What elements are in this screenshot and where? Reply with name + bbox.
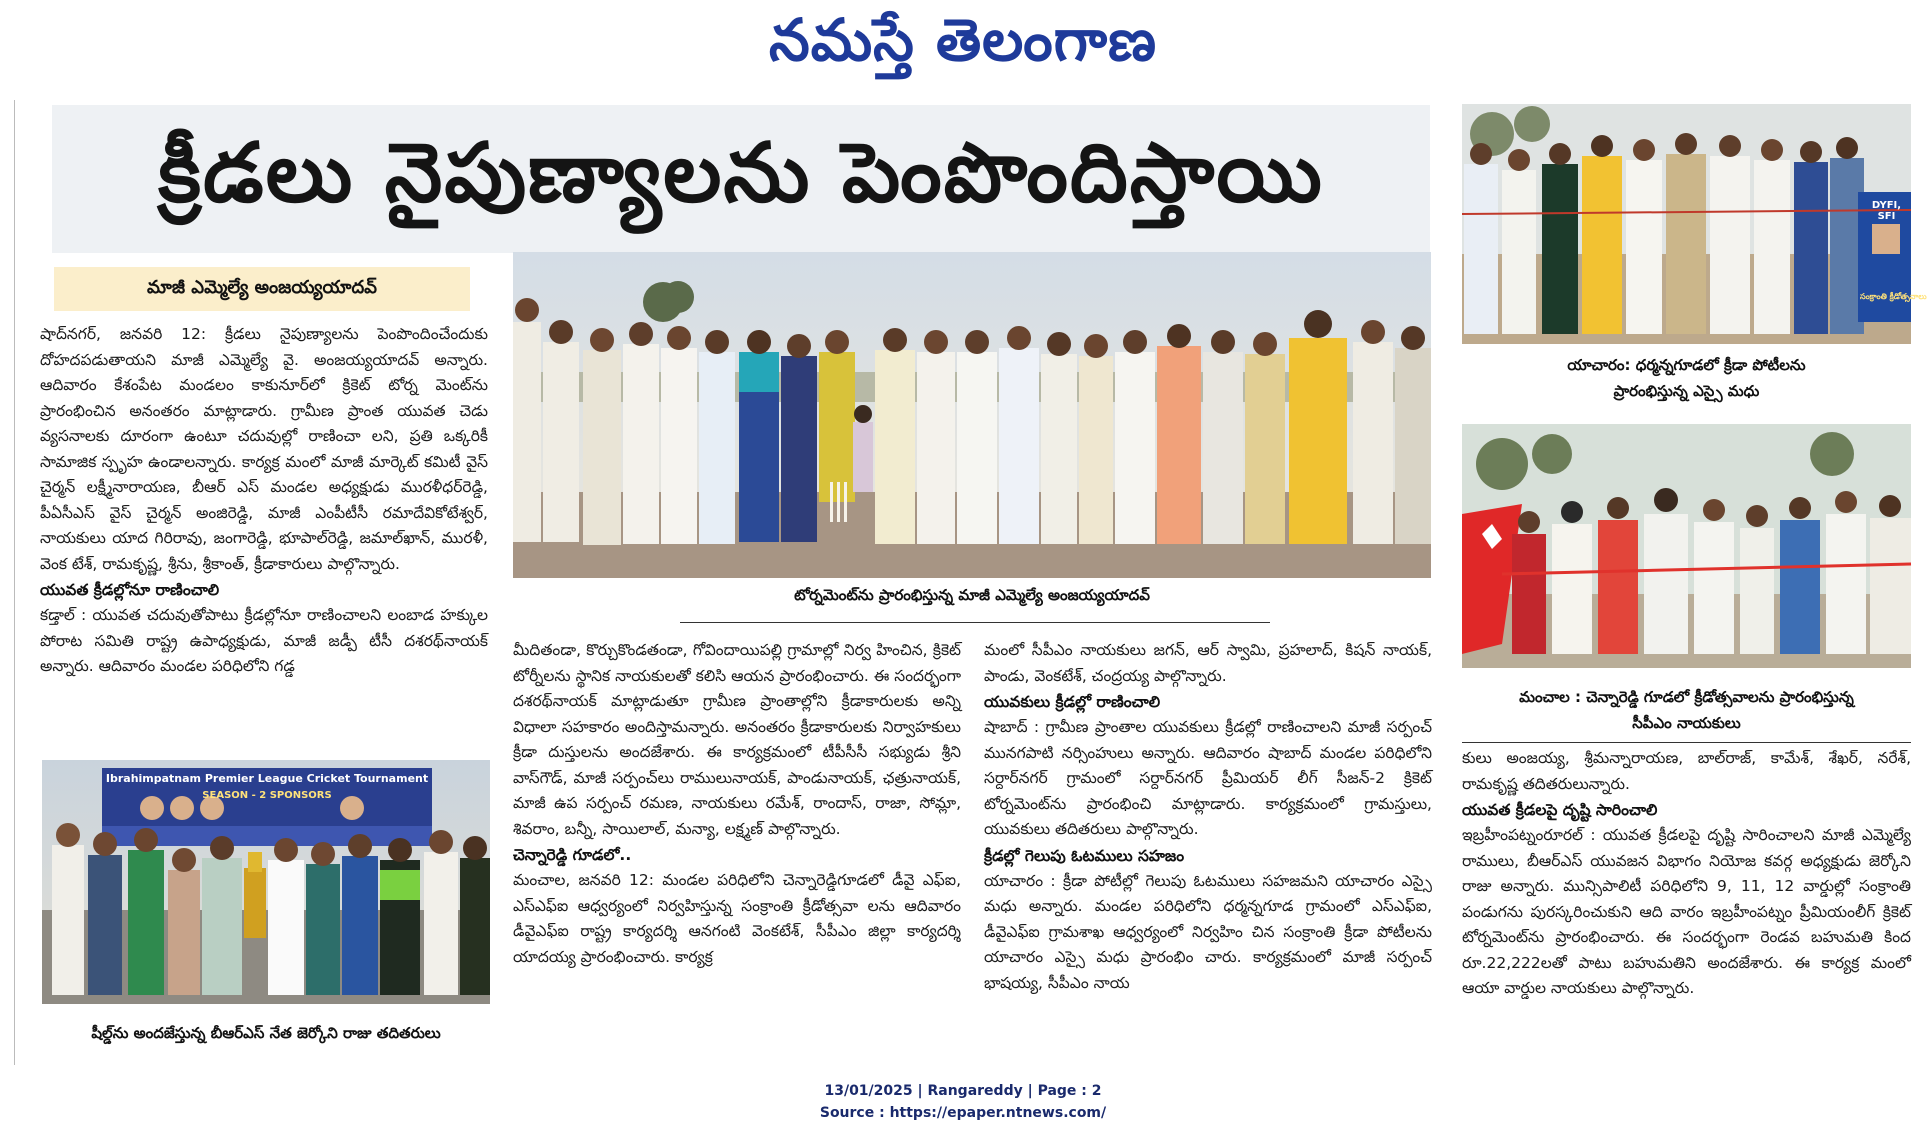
- caption-manchal-line-2: సీపీఎం నాయకులు: [1632, 714, 1741, 732]
- story-kadthal: కడ్తాల్ : యువత చదువుతోపాటు క్రీడల్లోనూ రాణించాలని లంబాడ హక్కుల పోరాట సమితి రాష్ట్ర ఉపాధ్యక్షుడు, మాజీ జడ్పీ టీసీ దశరథ్‌నాయక్ అన్నారు. ఆదివారం మండల పరిధిలోని గడ్డ: [40, 606, 488, 675]
- photo-manchal-image: [1462, 424, 1911, 668]
- footer-source-link[interactable]: Source : https://epaper.ntnews.com/: [819, 1105, 1107, 1121]
- story-manchal-cont: మంలో సీపీఎం నాయకులు జగన్, ఆర్ స్వామి, ప్రహలాద్, కిషన్ నాయక్, పాండు, వెంకటేశ్, చంద్రయ్య పాల్గొన్నారు.: [984, 641, 1432, 685]
- story-yacharam: యాచారం : క్రీడా పోటీల్లో గెలుపు ఓటములు సహజమని యాచారం ఎస్సై మధు అన్నారు. మండల పరిధిలోని ధర్మన్నగూడ గ్రామంలో ఎస్ఎఫ్ఐ, డీవైఎఫ్ఐ గ్రామశాఖ ఆధ్వర్యంలో నిర్వహిం చిన సంక్రాంతి క్రీడా పోటీలను యాచారం ఎస్సై మధు ప్రారంభిం చారు. కార్యక్రమంలో మాజీ సర్పంచ్ భాషయ్య, సీపీఎం నాయ: [984, 871, 1432, 992]
- footer-date-edition: 13/01/2025 | Rangareddy | Page : 2: [824, 1083, 1102, 1099]
- story-shabad: షాబాద్ : గ్రామీణ ప్రాంతాల యువకులు క్రీడల్లో రాణించాలని మాజీ సర్పంచ్ మునగపాటి నర్సింహులు అన్నారు. ఆదివారం షాబాద్ మండల పరిధిలోని సర్దార్‌నగర్ గ్రామంలో సర్దార్‌నగర్ ప్రీమియర్ లీగ్ సీజన్-2 క్రికెట్ టోర్నమెంట్‌ను ప్రారంభించి మాట్లాడారు. కార్యక్రమంలో గ్రామస్తులు, యువకులు తదితరులు పాల్గొన్నారు.: [984, 718, 1432, 838]
- footer: [0, 1080, 1926, 1124]
- left-border-rule: [14, 100, 15, 1065]
- banner-sankranti: సంక్రాంతి క్రీడోత్సవాలు: [1860, 292, 1927, 301]
- banner-dyfi: DYFI, SFI: [1871, 200, 1902, 222]
- column-2: [513, 638, 961, 970]
- caption-manchal: [1462, 684, 1911, 736]
- masthead: [0, 0, 1926, 80]
- story-kadthal-cont: మీదితండా, కొర్చుకొండతండా, గోవిందాయిపల్లి గ్రామాల్లో నిర్వ హించిన, క్రికెట్ టోర్నీలను స్థానిక నాయకులతో కలిసి ఆయన ప్రారంభించారు. ఈ సందర్భంగా దశరథ్‌నాయక్ మాట్లాడుతూ గ్రామీణ ప్రాంతాల్లోని క్రీడాకారులకు అన్ని విధాలా సహకారం అందిస్తామన్నారు. అనంతరం క్రీడాకారులకు నిర్వాహకులు క్రీడా దుస్తులను అందజేశారు. ఈ కార్యక్రమంలో టీపీసీసీ సభ్యుడు శ్రీని వాస్‌గౌడ్, మాజీ సర్పంచ్‌లు రాములునాయక్, పాండునాయక్, ఛత్రునాయక్, మాజీ ఉప సర్పంచ్ రమణ, నాయకులు రమేశ్, రాందాస్, రాజా, సోమ్లా, శివరాం, బన్నీ, సాయిలాల్, మన్యా, లక్ష్మణ్ పాల్గొన్నారు.: [513, 641, 961, 838]
- column-3: [984, 638, 1432, 996]
- caption-yacharam-line-2: ప్రారంభిస్తున్న ఎస్సై మధు: [1613, 382, 1760, 400]
- caption-yacharam-line-1: యాచారం: ధర్మన్నగూడలో క్రీడా పోటీలను: [1567, 356, 1806, 374]
- caption-shield: షీల్డ్‌ను అందజేస్తున్న బీఆర్‌ఎస్ నేత జెర్కోని రాజు తదితరులు: [91, 1024, 441, 1042]
- headline-box: [52, 105, 1430, 253]
- column-4-rule: [1462, 742, 1911, 743]
- subhead-youngsters: యువకులు క్రీడల్లో రాణించాలి: [984, 693, 1161, 711]
- photo-yacharam-image: [1462, 104, 1927, 344]
- banner-season: SEASON - 2 SPONSORS: [202, 790, 332, 801]
- column-1: [40, 322, 488, 680]
- byline: మాజీ ఎమ్మెల్యే అంజయ్యయాదవ్: [147, 277, 377, 298]
- column-4: [1462, 746, 1911, 1002]
- subhead-chennareddyguda: చెన్నారెడ్డి గూడలో..: [513, 846, 632, 864]
- caption-tournament: టోర్నమెంట్‌ను ప్రారంభిస్తున్న మాజీ ఎమ్మెల్యే అంజయ్యయాదవ్: [794, 586, 1150, 604]
- byline-box: [54, 267, 470, 311]
- caption-manchal-line-1: మంచాల : చెన్నారెడ్డి గూడలో క్రీడోత్సవాలను ప్రారంభిస్తున్న: [1519, 688, 1854, 706]
- story-shadnagar: షాద్‌నగర్, జనవరి 12: క్రీడలు నైపుణ్యాలను పెంపొందించేందుకు దోహదపడుతాయని మాజీ ఎమ్మెల్యే వై. అంజయ్యయాదవ్ అన్నారు. ఆదివారం కేశంపేట మండలం కాకునూర్‌లో క్రికెట్ టోర్న మెంట్‌ను ప్రారంభించిన అనంతరం మాట్లాడారు. గ్రామీణ ప్రాంత యువత చెడు వ్యసనాలకు దూరంగా ఉంటూ చదువుల్లో రాణించా లని, ప్రతి ఒక్కరికీ సామాజిక స్పృహ ఉండాలన్నారు. కార్యక్ర మంలో మాజీ మార్కెట్ కమిటీ వైస్ చైర్మన్ లక్ష్మీనారాయణ, బీఆర్ ఎస్ మండల అధ్యక్షుడు మురళీధర్‌రెడ్డి, పీఏసీఎస్ వైస్ చైర్మన్ అంజిరెడ్డి, మాజీ ఎంపీటీసీ రమాదేవికోటేశ్వర్, నాయకులు యాద గిరిరావు, జంగారెడ్డి, భూపాల్‌రెడ్డి, జమాల్‌ఖాన్, మురళీ, వెంక టేశ్, రామకృష్ణ, శ్రీను, శ్రీకాంత్, క్రీడాకారులు పాల్గొన్నారు.: [40, 325, 488, 573]
- subhead-youth: యువత క్రీడల్లోనూ రాణించాలి: [40, 581, 220, 599]
- story-yacharam-cont: కులు అంజయ్య, శ్రీమన్నారాయణ, బాల్‌రాజ్, కామేశ్, శేఖర్, నరేశ్, రామకృష్ణ తదితరులున్నారు.: [1462, 749, 1911, 793]
- subhead-win-loss: క్రీడల్లో గెలుపు ఓటములు సహజం: [984, 846, 1185, 865]
- subhead-focus-sports: యువత క్రీడలపై దృష్టి సారించాలి: [1462, 801, 1658, 819]
- caption-yacharam: [1462, 352, 1911, 404]
- photo-shield-presentation: [42, 760, 490, 1004]
- photo-manchal: [1462, 424, 1911, 668]
- caption-rule: [680, 622, 1270, 623]
- photo-tournament-launch: [513, 252, 1431, 578]
- story-ibrahimpatnam: ఇబ్రహీంపట్నంరూరల్ : యువత క్రీడలపై దృష్టి సారించాలని మాజీ ఎమ్మెల్యే రాములు, బీఆర్‌ఎస్ యువజన విభాగం నియోజ కవర్గ అధ్యక్షుడు జెర్కోని రాజు అన్నారు. మున్సిపాలిటీ పరిధిలోని 9, 11, 12 వార్డుల్లో సంక్రాంతి పండుగను పురస్కరించుకుని ఆది వారం ఇబ్రహీంపట్నం ప్రీమియంలీగ్ క్రికెట్ టోర్నమెంట్‌ను ప్రారంభించారు. ఈ సందర్భంగా రెండవ బహుమతి కింద రూ.22,222లతో పాటు బహుమతిని అందజేశారు. ఈ కార్యక్ర మంలో ఆయా వార్డుల నాయకులు పాల్గొన్నారు.: [1462, 826, 1911, 997]
- banner-tournament: Ibrahimpatnam Premier League Cricket Tournament: [105, 772, 429, 785]
- headline: క్రీడలు నైపుణ్యాలను పెంపొందిస్తాయి: [158, 125, 1324, 221]
- story-manchal: మంచాల, జనవరి 12: మండల పరిధిలోని చెన్నారెడ్డిగూడలో డీవై ఎఫ్ఐ, ఎస్ఎఫ్ఐ ఆధ్వర్యంలో నిర్వహిస్తున్న సంక్రాంతి క్రీడోత్సవా లను ఆదివారం డీవైఎఫ్ఐ రాష్ట్ర కార్యదర్శి ఆనగంటి వెంకటేశ్, సీపీఎం జిల్లా కార్యదర్శి యాదయ్య ప్రారంభించారు. కార్యక్ర: [513, 871, 961, 966]
- photo-yacharam: [1462, 104, 1927, 344]
- masthead-logo: నమస్తే తెలంగాణ: [769, 6, 1157, 74]
- photo-tournament-image: [513, 252, 1431, 578]
